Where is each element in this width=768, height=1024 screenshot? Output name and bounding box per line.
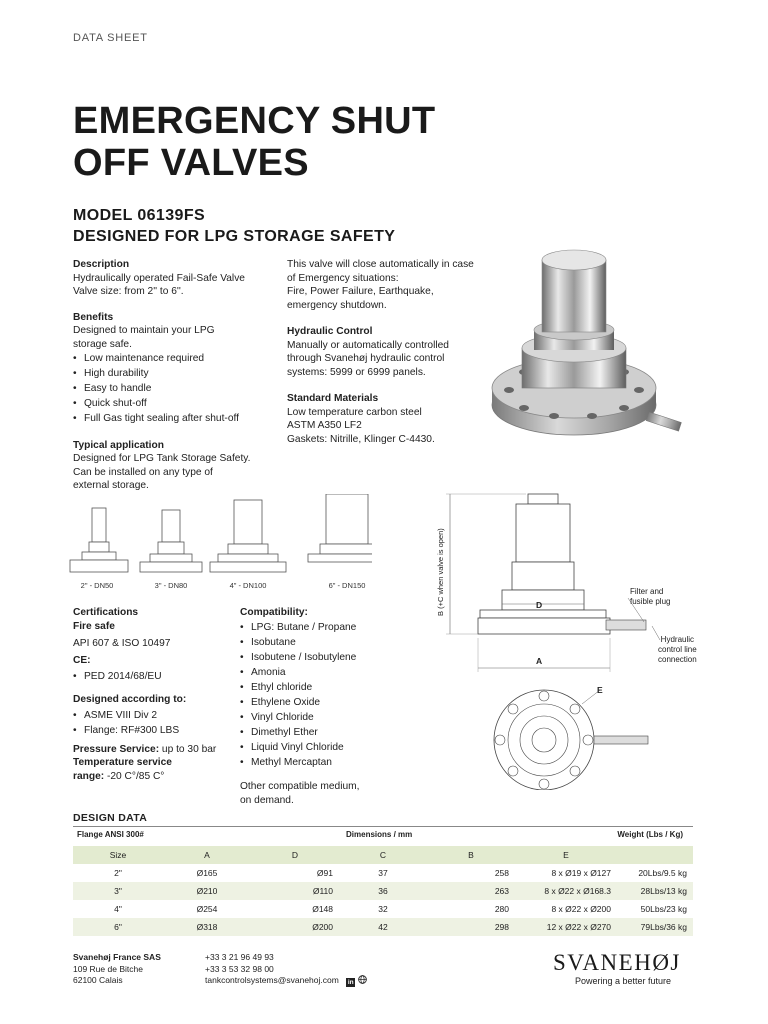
design-data-table bbox=[73, 846, 693, 936]
column-header: E bbox=[563, 850, 569, 860]
temperature-range bbox=[73, 770, 243, 784]
standard-materials-line: ASTM A350 LF2 bbox=[287, 420, 362, 431]
hydraulic-control-line: Manually or automatically controlled bbox=[287, 339, 449, 351]
table-cell: 79Lbs/36 kg bbox=[640, 922, 687, 932]
table-row bbox=[73, 864, 693, 882]
table-cell: 263 bbox=[494, 886, 509, 896]
table-cell: 8 x Ø19 x Ø127 bbox=[551, 868, 611, 878]
group-header-dimensions: Dimensions / mm bbox=[346, 830, 413, 839]
table-cell: 3" bbox=[114, 886, 122, 896]
table-cell: Ø165 bbox=[196, 868, 218, 878]
table-cell: 6" bbox=[114, 922, 122, 932]
company-address: 109 Rue de Bitche bbox=[73, 963, 143, 974]
standard-materials-heading: Standard Materials bbox=[287, 393, 379, 404]
middle-column bbox=[287, 258, 497, 446]
temperature-label: Temperature service bbox=[73, 757, 172, 768]
company-city: 62100 Calais bbox=[73, 975, 123, 985]
footer-contact bbox=[205, 952, 367, 987]
temperature-label-2: range: bbox=[73, 770, 105, 782]
table-row bbox=[73, 882, 693, 900]
table-cell: 36 bbox=[378, 886, 388, 896]
linkedin-icon[interactable]: in bbox=[347, 979, 354, 986]
globe-icon[interactable] bbox=[358, 975, 367, 984]
table-row bbox=[73, 900, 693, 918]
close-text-line: of Emergency situations: bbox=[287, 272, 399, 284]
table-cell: Ø318 bbox=[196, 922, 218, 932]
table-cell: 42 bbox=[378, 922, 388, 932]
hydraulic-control-line: through Svanehøj hydraulic control bbox=[287, 353, 445, 364]
list-item: • Isobutane bbox=[240, 636, 420, 650]
title-line-1: EMERGENCY SHUT bbox=[73, 100, 436, 142]
filter-callout-line: fusible plug bbox=[630, 597, 671, 606]
hydraulic-control-line: systems: 5999 or 6999 panels. bbox=[287, 366, 426, 378]
thumbnail-caption: 2" - DN50 bbox=[80, 581, 114, 590]
list-item: • Ethyl chloride bbox=[240, 681, 420, 695]
typical-application-heading: Typical application bbox=[73, 439, 164, 451]
column-header: C bbox=[379, 850, 387, 860]
dimension-a-label: A bbox=[536, 656, 543, 666]
table-cell: Ø148 bbox=[312, 904, 333, 914]
table-cell: 12 x Ø22 x Ø270 bbox=[546, 922, 611, 932]
compatibility-other-line: on demand. bbox=[240, 794, 294, 806]
dimension-b-label: B (+C when valve is open) bbox=[436, 528, 445, 616]
table-cell: 50Lbs/23 kg bbox=[640, 904, 687, 914]
description-line: Hydraulically operated Fail-Safe Valve bbox=[73, 272, 245, 284]
table-cell: 2" bbox=[114, 868, 122, 878]
pressure-service bbox=[73, 743, 243, 757]
table-cell: Ø91 bbox=[316, 868, 333, 878]
benefits-heading: Benefits bbox=[73, 311, 114, 323]
filter-callout-line: Filter and bbox=[630, 587, 664, 596]
model-number: MODEL 06139FS bbox=[73, 207, 206, 224]
ce-list bbox=[73, 670, 243, 684]
table-cell: 258 bbox=[494, 868, 509, 878]
list-item: • ASME VIII Div 2 bbox=[73, 709, 243, 723]
list-item: • Low maintenance required bbox=[73, 352, 273, 366]
standard-materials-line: Low temperature carbon steel bbox=[287, 406, 422, 418]
pressure-value: up to 30 bar bbox=[159, 743, 217, 755]
page-title bbox=[73, 100, 435, 184]
table-row bbox=[73, 918, 693, 936]
compatibility-heading: Compatibility: bbox=[240, 607, 308, 618]
designed-according-heading: Designed according to: bbox=[73, 693, 187, 705]
contact-email-row bbox=[205, 975, 367, 987]
typical-application-line: Designed for LPG Tank Storage Safety. bbox=[73, 453, 251, 464]
designed-list bbox=[73, 709, 243, 738]
compatibility-column bbox=[240, 606, 420, 807]
dimension-b-label-wrap bbox=[418, 520, 482, 616]
column-header: Size bbox=[109, 850, 127, 860]
phone-number: +33 3 53 32 98 00 bbox=[205, 963, 274, 974]
fire-safe-heading: Fire safe bbox=[73, 620, 115, 632]
fire-safe-value: API 607 & ISO 10497 bbox=[73, 638, 171, 649]
table-cell: Ø200 bbox=[312, 922, 333, 932]
brand-tagline: Powering a better future bbox=[575, 976, 672, 986]
description-heading: Description bbox=[73, 259, 130, 270]
list-item: • Liquid Vinyl Chloride bbox=[240, 741, 420, 755]
list-item: • Ethylene Oxide bbox=[240, 696, 420, 710]
left-column bbox=[73, 258, 273, 493]
design-data-heading: DESIGN DATA bbox=[73, 812, 148, 824]
standard-materials-line: Gaskets: Nitrille, Klinger C-4430. bbox=[287, 433, 435, 445]
column-header: D bbox=[291, 850, 299, 860]
table-cell: 32 bbox=[378, 904, 388, 914]
subtitle-block bbox=[73, 205, 395, 247]
list-item: • Methyl Mercaptan bbox=[240, 756, 420, 770]
list-item: • Quick shut-off bbox=[73, 397, 273, 411]
filter-callout bbox=[630, 587, 670, 607]
brand-logo: SVANEHØJ bbox=[553, 950, 681, 975]
typical-application-line: Can be installed on any type of bbox=[73, 466, 213, 478]
table-cell: 298 bbox=[494, 922, 509, 932]
table-cell: 28Lbs/13 kg bbox=[640, 886, 687, 896]
close-text-line: emergency shutdown. bbox=[287, 299, 387, 311]
footer-company bbox=[73, 952, 161, 987]
hydraulic-control-heading: Hydraulic Control bbox=[287, 326, 373, 337]
company-name: Svanehøj France SAS bbox=[73, 952, 161, 962]
close-text-line: Fire, Power Failure, Earthquake, bbox=[287, 286, 434, 297]
table-cell: 280 bbox=[494, 904, 509, 914]
table-cell: Ø210 bbox=[196, 886, 218, 896]
certifications-column bbox=[73, 606, 243, 783]
title-line-2: OFF VALVES bbox=[73, 142, 309, 184]
list-item: • Vinyl Chloride bbox=[240, 711, 420, 725]
certifications-heading: Certifications bbox=[73, 607, 139, 618]
list-item: • Amonia bbox=[240, 666, 420, 680]
list-item: • PED 2014/68/EU bbox=[73, 670, 243, 684]
design-data-group-headers bbox=[73, 830, 693, 844]
list-item: • Dimethyl Ether bbox=[240, 726, 420, 740]
column-header: A bbox=[204, 850, 210, 860]
hydraulic-callout bbox=[658, 635, 697, 665]
designed-for: DESIGNED FOR LPG STORAGE SAFETY bbox=[73, 228, 396, 245]
hydraulic-callout-line: connection bbox=[658, 655, 697, 664]
benefits-list bbox=[73, 352, 273, 426]
compatibility-other-line: Other compatible medium, bbox=[240, 781, 360, 792]
column-header: B bbox=[468, 850, 474, 860]
list-item: • LPG: Butane / Propane bbox=[240, 621, 420, 635]
thumbnail-caption: 3" - DN80 bbox=[154, 581, 188, 590]
table-cell: 8 x Ø22 x Ø200 bbox=[551, 904, 611, 914]
group-header-weight: Weight (Lbs / Kg) bbox=[617, 830, 683, 839]
table-cell: Ø110 bbox=[312, 886, 333, 896]
close-text-line: This valve will close automatically in case bbox=[287, 259, 474, 270]
benefits-intro-line: storage safe. bbox=[73, 338, 132, 350]
hydraulic-callout-line: control line bbox=[658, 645, 697, 654]
description-line: Valve size: from 2'' to 6''. bbox=[73, 286, 184, 297]
dimension-e-label: E bbox=[597, 685, 603, 695]
ce-heading: CE: bbox=[73, 654, 91, 666]
table-header-row bbox=[73, 846, 693, 864]
list-item: • Full Gas tight sealing after shut-off bbox=[73, 412, 273, 426]
valve-sizes-illustration bbox=[62, 494, 372, 580]
table-cell: 4" bbox=[114, 904, 122, 914]
typical-application-line: external storage. bbox=[73, 480, 149, 491]
dimension-d-label: D bbox=[536, 600, 543, 610]
column-header bbox=[617, 846, 693, 864]
hydraulic-callout-line: Hydraulic bbox=[660, 635, 695, 644]
benefits-intro-line: Designed to maintain your LPG bbox=[73, 325, 215, 336]
table-cell: 8 x Ø22 x Ø168.3 bbox=[544, 886, 611, 896]
document-type-label: DATA SHEET bbox=[73, 32, 148, 44]
compatibility-list bbox=[240, 621, 420, 770]
table-cell: Ø254 bbox=[196, 904, 218, 914]
table-cell: 37 bbox=[378, 868, 388, 878]
phone-number: +33 3 21 96 49 93 bbox=[205, 952, 274, 962]
table-cell: 20Lbs/9.5 kg bbox=[638, 868, 687, 878]
list-item: • High durability bbox=[73, 367, 273, 381]
temperature-value: -20 C°/85 C° bbox=[104, 770, 165, 782]
list-item: • Isobutene / Isobutylene bbox=[240, 651, 420, 665]
pressure-label: Pressure Service: bbox=[73, 743, 160, 755]
list-item: • Flange: RF#300 LBS bbox=[73, 724, 243, 738]
thumbnail-caption: 4" - DN100 bbox=[229, 581, 267, 590]
contact-email[interactable]: tankcontrolsystems@svanehoj.com bbox=[205, 975, 339, 985]
thumbnail-caption: 6" - DN150 bbox=[328, 581, 366, 590]
list-item: • Easy to handle bbox=[73, 382, 273, 396]
group-header-flange: Flange ANSI 300# bbox=[77, 830, 144, 839]
design-data-rule bbox=[73, 826, 693, 827]
valve-product-image bbox=[484, 240, 704, 460]
